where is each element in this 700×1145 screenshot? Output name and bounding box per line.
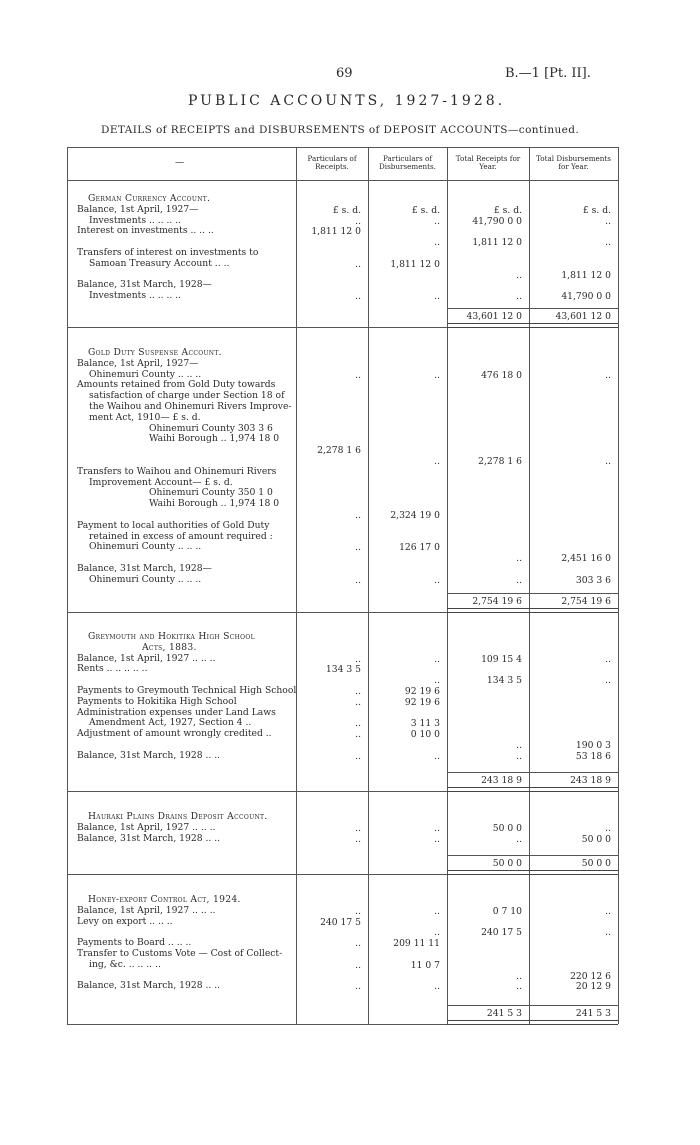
ledger-amount: £ s. d.: [493, 204, 522, 216]
total-disbursements: 241 5 3: [575, 1008, 611, 1019]
ledger-amount: ..: [434, 981, 440, 993]
ledger-amount: ..: [434, 237, 440, 249]
ledger-line-text: Waihi Borough .. 1,974 18 0: [149, 433, 280, 445]
total-disbursements: 2,754 19 6: [561, 596, 611, 607]
total-double-rule: [447, 787, 618, 792]
ledger-line-text: Ohinemuri County 350 1 0: [149, 487, 273, 499]
ledger-amount: ..: [605, 653, 611, 665]
ledger-line-text: Rents .. .. .. .. ..: [77, 663, 148, 675]
ledger-line-text: Payments to Hokitika High School: [77, 695, 237, 707]
ledger-amount: ..: [355, 981, 361, 993]
ledger-amount: ..: [355, 369, 361, 381]
section-title: Gold Duty Suspense Account.: [88, 347, 222, 358]
ledger-amount: 134 3 5: [325, 664, 361, 676]
ledger-line-text: Balance, 1st April, 1927—: [77, 357, 199, 369]
ledger-line-text: Waihi Borough .. 1,974 18 0: [149, 498, 280, 510]
ledger-amount: ..: [605, 822, 611, 834]
ledger-amount: ..: [355, 959, 361, 971]
ledger-line-text: Ohinemuri County .. .. ..: [89, 541, 202, 553]
ledger-amount: ..: [355, 696, 361, 708]
ledger-amount: 50 0 0: [581, 833, 611, 845]
ledger-amount: ..: [355, 905, 361, 917]
ledger-line-text: Balance, 31st March, 1928—: [77, 563, 212, 574]
ledger-amount: ..: [605, 369, 611, 381]
total-double-rule: [447, 870, 618, 875]
ledger-amount: ..: [516, 981, 522, 993]
ledger-amount: 41,790 0 0: [472, 215, 522, 227]
ledger-amount: ..: [434, 369, 440, 381]
ledger-amount: 240 17 5: [320, 916, 361, 928]
ledger-line-text: Samoan Treasury Account .. ..: [89, 257, 230, 269]
ledger-line-text: Improvement Account— £ s. d.: [89, 476, 233, 488]
document-reference: B.—1 [Pt. II].: [505, 66, 591, 81]
ledger-line-text: Transfer to Customs Vote — Cost of Collect-: [77, 948, 283, 959]
ledger-amount: 2,324 19 0: [390, 510, 440, 521]
total-double-rule: [447, 1020, 618, 1025]
ledger-amount: 240 17 5: [481, 927, 522, 939]
ledger-amount: 303 3 6: [575, 574, 611, 586]
table-top-rule: [67, 147, 618, 148]
page-title: PUBLIC ACCOUNTS, 1927-1928.: [188, 93, 506, 109]
ledger-amount: 2,451 16 0: [561, 553, 611, 565]
ledger-amount: 2,278 1 6: [478, 456, 522, 467]
column-header-disbursements: Particulars of Disbursements.: [379, 154, 436, 172]
ledger-amount: ..: [516, 269, 522, 281]
page-subtitle: DETAILS of RECEIPTS and DISBURSEMENTS of DEPOSIT ACCOUNTS—continued.: [101, 124, 580, 136]
ledger-amount: ..: [434, 456, 440, 467]
ledger-amount: 476 18 0: [481, 369, 522, 381]
total-receipts: 2,754 19 6: [472, 596, 522, 607]
section-title: Greymouth and Hokitika High School: [88, 631, 255, 642]
column-header-total-receipts: Total Receipts for Year.: [455, 154, 521, 172]
ledger-amount: 92 19 6: [404, 686, 440, 697]
ledger-line-text: Balance, 31st March, 1928 .. ..: [77, 832, 221, 844]
ledger-amount: ..: [516, 740, 522, 751]
ledger-amount: ..: [355, 750, 361, 762]
total-disbursements: 43,601 12 0: [555, 311, 611, 322]
ledger-amount: ..: [516, 750, 522, 762]
section-title-continued: Acts, 1883.: [142, 641, 197, 653]
ledger-amount: ..: [434, 927, 440, 939]
ledger-amount: 0 10 0: [410, 729, 440, 741]
ledger-amount: ..: [355, 291, 361, 303]
total-receipts: 43,601 12 0: [466, 311, 522, 322]
ledger-amount: ..: [355, 215, 361, 227]
ledger-amount: ..: [355, 718, 361, 730]
ledger-line-text: Balance, 1st April, 1927 .. .. ..: [77, 652, 216, 664]
section-title: German Currency Account.: [88, 193, 211, 204]
ledger-amount: 11 0 7: [410, 959, 440, 971]
ledger-amount: 190 0 3: [575, 740, 611, 751]
ledger-line-text: Payment to local authorities of Gold Duty: [77, 519, 270, 531]
ledger-amount: ..: [355, 938, 361, 950]
ledger-amount: 3 11 3: [410, 718, 440, 730]
ledger-amount: ..: [605, 215, 611, 227]
ledger-line-text: Amendment Act, 1927, Section 4 ..: [89, 717, 252, 729]
total-disbursements: 243 18 9: [570, 775, 611, 786]
ledger-amount: ..: [516, 574, 522, 586]
ledger-line-text: Transfers to Waihou and Ohinemuri Rivers: [77, 465, 277, 477]
ledger-line-text: retained in excess of amount required :: [89, 530, 273, 542]
ledger-line-text: Adjustment of amount wrongly credited ..: [77, 728, 272, 740]
ledger-amount: ..: [434, 822, 440, 834]
ledger-line-text: Ohinemuri County .. .. ..: [89, 573, 202, 585]
ledger-line-text: ment Act, 1910— £ s. d.: [89, 411, 201, 423]
ledger-line-text: Balance, 31st March, 1928 .. ..: [77, 749, 221, 761]
ledger-amount: ..: [434, 905, 440, 917]
ledger-line-text: Interest on investments .. .. ..: [77, 225, 214, 237]
ledger-amount: ..: [605, 905, 611, 917]
ledger-amount: 50 0 0: [492, 822, 522, 834]
ledger-line-text: Payments to Greymouth Technical High School: [77, 685, 297, 696]
ledger-amount: 53 18 6: [575, 750, 611, 762]
ledger-amount: ..: [605, 237, 611, 249]
ledger-amount: ..: [434, 653, 440, 665]
ledger-amount: ..: [355, 822, 361, 834]
total-rule-top: [447, 855, 618, 856]
column-header-receipts: Particulars of Receipts.: [307, 154, 357, 172]
ledger-amount: ..: [516, 291, 522, 303]
ledger-amount: £ s. d.: [332, 204, 361, 216]
ledger-amount: 0 7 10: [492, 905, 522, 917]
page-number: 69: [336, 66, 353, 81]
ledger-line-text: Balance, 1st April, 1927 .. .. ..: [77, 821, 216, 833]
ledger-amount: £ s. d.: [582, 204, 611, 216]
ledger-amount: ..: [516, 833, 522, 845]
ledger-amount: ..: [355, 542, 361, 554]
column-header-description: —: [175, 157, 185, 168]
ledger-amount: 126 17 0: [399, 542, 440, 554]
total-receipts: 50 0 0: [492, 858, 522, 869]
ledger-amount: ..: [434, 675, 440, 687]
total-rule-top: [447, 593, 618, 594]
section-title: Honey-export Control Act, 1924.: [88, 894, 241, 905]
ledger-amount: 109 15 4: [481, 653, 522, 665]
total-rule-top: [447, 1005, 618, 1006]
column-header-total-disbursements: Total Disbursements for Year.: [536, 154, 611, 172]
ledger-line-text: Levy on export .. .. ..: [77, 915, 173, 927]
ledger-line-text: Investments .. .. .. ..: [89, 214, 182, 226]
total-double-rule: [447, 323, 618, 328]
ledger-amount: ..: [355, 653, 361, 665]
ledger-amount: 209 11 11: [393, 938, 440, 950]
total-disbursements: 50 0 0: [581, 858, 611, 869]
section-separator: [67, 791, 447, 792]
ledger-amount: ..: [355, 833, 361, 845]
section-separator: [67, 327, 447, 328]
ledger-amount: ..: [516, 970, 522, 982]
ledger-amount: 1,811 12 0: [390, 258, 440, 270]
ledger-amount: ..: [434, 291, 440, 303]
total-receipts: 241 5 3: [486, 1008, 522, 1019]
ledger-amount: ..: [434, 750, 440, 762]
column-divider: [67, 147, 68, 1024]
ledger-amount: £ s. d.: [411, 204, 440, 216]
ledger-line-text: Balance, 1st April, 1927—: [77, 203, 199, 215]
ledger-amount: ..: [605, 927, 611, 939]
ledger-amount: ..: [605, 675, 611, 687]
ledger-amount: 1,811 12 0: [472, 237, 522, 249]
total-receipts: 243 18 9: [481, 775, 522, 786]
ledger-amount: ..: [355, 574, 361, 586]
ledger-line-text: Administration expenses under Land Laws: [77, 706, 276, 718]
column-divider: [618, 147, 619, 1024]
ledger-line-text: Investments .. .. .. ..: [89, 290, 182, 302]
ledger-amount: ..: [605, 456, 611, 467]
ledger-amount: 134 3 5: [486, 675, 522, 687]
ledger-line-text: ing, &c. .. .. .. ..: [89, 958, 161, 970]
ledger-line-text: Payments to Board .. .. ..: [77, 937, 192, 949]
total-rule-top: [447, 308, 618, 309]
ledger-amount: ..: [434, 215, 440, 227]
section-title: Hauraki Plains Drains Deposit Account.: [88, 811, 268, 822]
section-separator: [67, 874, 447, 875]
header-bottom-rule: [67, 180, 618, 181]
ledger-amount: ..: [355, 729, 361, 741]
ledger-amount: ..: [355, 686, 361, 697]
ledger-amount: 220 12 6: [570, 970, 611, 982]
total-double-rule: [447, 608, 618, 613]
total-rule-top: [447, 772, 618, 773]
ledger-amount: 1,811 12 0: [561, 269, 611, 281]
ledger-line-text: Transfers of interest on investments to: [77, 247, 259, 258]
ledger-line-text: Ohinemuri County 303 3 6: [149, 422, 273, 434]
section-separator: [67, 612, 447, 613]
ledger-amount: ..: [355, 510, 361, 521]
ledger-line-text: Amounts retained from Gold Duty towards: [77, 379, 276, 391]
ledger-line-text: Balance, 31st March, 1928—: [77, 279, 212, 291]
ledger-amount: ..: [516, 553, 522, 565]
ledger-amount: ..: [355, 258, 361, 270]
ledger-amount: 92 19 6: [404, 696, 440, 708]
ledger-line-text: the Waihou and Ohinemuri Rivers Improve-: [89, 401, 292, 412]
ledger-amount: ..: [434, 574, 440, 586]
ledger-line-text: satisfaction of charge under Section 18 of: [89, 390, 285, 402]
ledger-amount: 41,790 0 0: [561, 291, 611, 303]
ledger-line-text: Balance, 1st April, 1927 .. .. ..: [77, 904, 216, 916]
ledger-amount: ..: [434, 833, 440, 845]
ledger-amount: 1,811 12 0: [311, 226, 361, 238]
ledger-amount: 2,278 1 6: [317, 445, 361, 457]
ledger-amount: 20 12 9: [575, 981, 611, 993]
ledger-line-text: Balance, 31st March, 1928 .. ..: [77, 980, 221, 992]
ledger-line-text: Ohinemuri County .. .. ..: [89, 368, 202, 380]
